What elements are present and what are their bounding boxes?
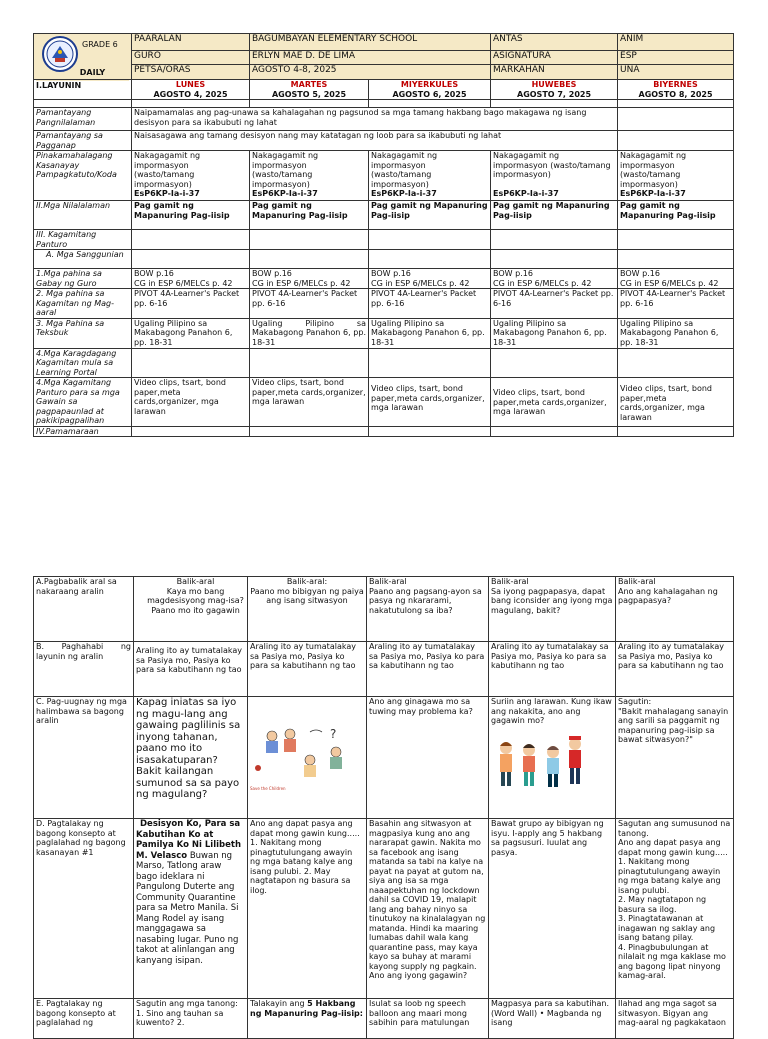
petsa-value: AGOSTO 4-8, 2025	[250, 65, 491, 80]
asignatura-label: ASIGNATURA	[491, 51, 618, 65]
balik-aral-cell: Balik-aral Sa iyong pagpapasya, dapat bang iconsider ang iyong mga magulang, bakit?	[489, 577, 616, 642]
pamamaraan-label: IV.Pamamaraan	[34, 426, 132, 437]
paaralan-label: PAARALAN	[132, 34, 250, 51]
pamantayang-pangnilalaman-label: Pamantayang Pangnilalaman	[34, 108, 132, 131]
pivot-cell: PIVOT 4A-Learner's Packet pp. 6-16	[491, 289, 618, 319]
children-group-illustration	[491, 734, 591, 796]
video-clips-cell: Video clips, tsart, bond paper,meta cards,organizer, mga larawan	[369, 378, 491, 427]
layunin-heading: I.LAYUNIN	[34, 80, 132, 100]
teksbuk-cell: Ugaling Pilipino sa Makabagong Panahon 6, pp. 18-31	[491, 318, 618, 348]
kasanayan-label: Pinakamahalagang Kasanayay Pampagkatuto/Koda	[34, 151, 132, 201]
deped-seal-icon	[42, 36, 78, 72]
sanggunian-label: A. Mga Sanggunian	[34, 250, 132, 269]
paghahabi-cell: Araling ito ay tumatalakay sa Pasiya mo, Pasiya ko para sa kabutihann ng tao	[489, 642, 616, 697]
svg-text:?: ?	[330, 726, 337, 741]
pagtalakay-2-text: Sagutin ang mga tanong: 1. Sino ang tauhan sa kuwento? 2.	[134, 999, 248, 1039]
teksbuk-cell: Ugaling Pilipino sa Makabagong Panahon 6, pp. 18-31	[250, 318, 369, 348]
pagtalakay-1-story: Desisyon Ko, Para sa Kabutihan Ko at Pamilya Ko Ni Lilibeth M. Velasco Buwan ng Marso, Tatlong araw bago ideklara ni Pangulong Duterte ang Community Quarantine para sa Metro Manila. Si Mang Rodel ay isang manggagawa sa nasabing lugar. Puno ng takot at alinlangan ang kanyang isipan.	[134, 819, 248, 999]
pagtalakay-1-text: Ano ang dapat pasya ang dapat mong gawin kung..... 1. Nakitang mong pinagtutulungang awayin ng mga batang kalye ang isang pulubi. 2. May nagtatapon ng basura sa ilog.	[248, 819, 367, 999]
pag-uugnay-text: Kapag iniatas sa iyo ng magu-lang ang gawaing paglilinis sa inyong tahanan, paano mo ito isasakatuparan? Bakit kailangan sumunod sa sa payo ng magulang?	[134, 697, 248, 819]
nilalaman-value: Pag gamit ng Mapanuring Pag-iisip	[618, 201, 734, 230]
school-logo-cell	[34, 34, 132, 80]
pamantayang-pagganap-value: Naisasagawa ang tamang desisyon nang may katatagan ng loob para sa ikabubuti ng lahat	[132, 131, 618, 151]
gabay-guro-label: 1.Mga pahina sa Gabay ng Guro	[34, 269, 132, 289]
balik-aral-cell: Balik-aral Paano ang pagsang-ayon sa pasya ng nkararami, nakatutulong sa iba?	[367, 577, 489, 642]
teksbuk-cell: Ugaling Pilipino sa Makabagong Panahon 6, pp. 18-31	[369, 318, 491, 348]
markahan-value: UNA	[618, 65, 734, 80]
guro-label: GURO	[132, 51, 250, 65]
pivot-cell: PIVOT 4A-Learner's Packet pp. 6-16	[132, 289, 250, 319]
kasanayan-cell: Nakagagamit ng impormasyon (wasto/tamang impormasyon) EsP6KP-Ia-i-37	[250, 151, 369, 201]
nilalaman-value: Pag gamit ng Mapanuring Pag-iisip	[250, 201, 369, 230]
gabay-guro-cell: BOW p.16 CG in ESP 6/MELCs p. 42	[369, 269, 491, 289]
balik-aral-cell: Balik-aral: Paano mo bibigyan ng paiya ang isang sitwasyon	[248, 577, 367, 642]
nilalaman-value: Pag gamit ng Mapanuring Pag-iisip	[491, 201, 618, 230]
asignatura-value: ESP	[618, 51, 734, 65]
teksbuk-label: 3. Mga Pahina sa Teksbuk	[34, 318, 132, 348]
guro-value: ERLYN MAE D. DE LIMA	[250, 51, 491, 65]
illustration-caption: Save the Children	[250, 786, 286, 791]
gabay-guro-cell: BOW p.16 CG in ESP 6/MELCs p. 42	[250, 269, 369, 289]
day-header-5: BIYERNES AGOSTO 8, 2025	[618, 80, 734, 100]
pagtalakay-2-text: Magpasya para sa kabutihan. (Word Wall) • Magbanda ng isang	[489, 999, 616, 1039]
kasanayan-cell: Nakagagamit ng impormasyon (wasto/tamang impormasyon) EsP6KP-Ia-i-37	[491, 151, 618, 201]
iba-pang-kagamitan-label: 4.Mga Kagamitang Panturo para sa mga Gawain sa pagpapaunlad at pakikipagpalihan	[34, 378, 132, 427]
pagtalakay-2-text: Isulat sa loob ng speech balloon ang maari mong sabihin para matulungan	[367, 999, 489, 1039]
paghahabi-cell: Araling ito ay tumatalakay sa Pasiya mo, Pasiya ko para sa kabutihann ng tao	[616, 642, 734, 697]
children-cleaning-illustration	[250, 722, 360, 782]
pag-uugnay-text: Sagutin: "Bakit mahalagang sanayin ang sarili sa paggamit ng mapanuring pag-iisip sa bawat sitwasyon?"	[616, 697, 734, 819]
pivot-cell: PIVOT 4A-Learner's Packet pp. 6-16	[618, 289, 734, 319]
illustration-cell	[248, 697, 367, 819]
pagbabalik-aral-label: A.Pagbabalik aral sa nakaraang aralin	[34, 577, 134, 642]
gabay-guro-cell: BOW p.16 CG in ESP 6/MELCs p. 42	[132, 269, 250, 289]
gabay-guro-cell: BOW p.16 CG in ESP 6/MELCs p. 42	[491, 269, 618, 289]
antas-value: ANIM	[618, 34, 734, 51]
paghahabi-cell: Araling ito ay tumatalakay sa Pasiya mo, Pasiya ko para sa kabutihann ng tao	[367, 642, 489, 697]
pagtalakay-2-text: Ilahad ang mga sagot sa sitwasyon. Bigyan ang mag-aaral ng pagkakataon	[616, 999, 734, 1039]
pagtalakay-1-label: D. Pagtalakay ng bagong konsepto at paglalahad ng bagong kasanayan #1	[34, 819, 134, 999]
day-header-3: MIYERKULES AGOSTO 6, 2025	[369, 80, 491, 100]
pamantayang-pagganap-label: Pamantayang sa Pagganap	[34, 131, 132, 151]
nilalaman-value: Pag gamit ng Mapanuring Pag-iisip	[369, 201, 491, 230]
lesson-log-upper-table	[33, 33, 734, 437]
pag-uugnay-text: Ano ang ginagawa mo sa tuwing may problema ka?	[367, 697, 489, 819]
video-clips-cell: Video clips, tsart, bond paper,meta cards,organizer, mga larawan	[250, 378, 369, 427]
kagamitan-mag-aaral-label: 2. Mga pahina sa Kagamitan ng Mag-aaral	[34, 289, 132, 319]
markahan-label: MARKAHAN	[491, 65, 618, 80]
paghahabi-label: B. Paghahabi ng layunin ng aralin	[34, 642, 134, 697]
day-header-1: LUNES AGOSTO 4, 2025	[132, 80, 250, 100]
nilalaman-value: Pag gamit ng Mapanuring Pag-iisip	[132, 201, 250, 230]
grade-label: GRADE 6	[82, 40, 118, 49]
pagtalakay-2-label: E. Pagtalakay ng bagong konsepto at paglalahad ng	[34, 999, 134, 1039]
pagtalakay-2-text: Talakayin ang 5 Hakbang ng Mapanuring Pag-iisip:	[248, 999, 367, 1039]
video-clips-cell: Video clips, tsart, bond paper,meta cards,organizer, mga larawan	[491, 378, 618, 427]
pivot-cell: PIVOT 4A-Learner's Packet pp. 6-16	[250, 289, 369, 319]
petsa-label: PETSA/ORAS	[132, 65, 250, 80]
karagdagang-kagamitan-label: 4.Mga Karagdagang Kagamitan mula sa Learning Portal	[34, 348, 132, 378]
lesson-log-procedure-table	[33, 576, 734, 1039]
pag-uugnay-label: C. Pag-uugnay ng mga halimbawa sa bagong aralin	[34, 697, 134, 819]
kasanayan-cell: Nakagagamit ng impormasyon (wasto/tamang impormasyon) EsP6KP-Ia-i-37	[369, 151, 491, 201]
balik-aral-cell: Balik-aral Kaya mo bang magdesisyong mag-isa? Paano mo ito gagawin	[134, 577, 248, 642]
video-clips-cell: Video clips, tsart, bond paper,meta cards,organizer, mga larawan	[132, 378, 250, 427]
teksbuk-cell: Ugaling Pilipino sa Makabagong Panahon 6, pp. 18-31	[618, 318, 734, 348]
video-clips-cell: Video clips, tsart, bond paper,meta cards,organizer, mga larawan	[618, 378, 734, 427]
paaralan-value: BAGUMBAYAN ELEMENTARY SCHOOL	[250, 34, 491, 51]
kasanayan-cell: Nakagagamit ng impormasyon (wasto/tamang impormasyon) EsP6KP-Ia-i-37	[618, 151, 734, 201]
pagtalakay-1-text: Basahin ang sitwasyon at magpasiya kung ano ang nararapat gawin. Nakita mo sa facebook ang isang matanda sa tabi na kalye na payat na payat at gutom na, siya ang isa sa mga naaapektuhan ng lockdown dahil sa COVID 19, malapit lang ang bahay ninyo sa tinutukoy na kinalalagyan ng matanda. Hindi ka maaring lumabas dahil wala kang quarantine pass, may kaya kayo sa buhay at marami kayong supply ng pagkain. Ano ang iyong gagawin?	[367, 819, 489, 999]
pivot-cell: PIVOT 4A-Learner's Packet pp. 6-16	[369, 289, 491, 319]
gabay-guro-cell: BOW p.16 CG in ESP 6/MELCs p. 42	[618, 269, 734, 289]
kasanayan-cell: Nakagagamit ng impormasyon (wasto/tamang impormasyon) EsP6KP-Ia-i-37	[132, 151, 250, 201]
teksbuk-cell: Ugaling Pilipino sa Makabagong Panahon 6, pp. 18-31	[132, 318, 250, 348]
pag-uugnay-text: Suriin ang larawan. Kung ikaw ang nakakita, ano ang gagawin mo?	[489, 697, 616, 819]
balik-aral-cell: Balik-aral Ano ang kahalagahan ng pagpapasya?	[616, 577, 734, 642]
pagtalakay-1-text: Bawat grupo ay bibigyan ng isyu. I-apply ang 5 hakbang sa pagsusuri. Iuulat ang pasya.	[489, 819, 616, 999]
day-header-2: MARTES AGOSTO 5, 2025	[250, 80, 369, 100]
day-header-4: HUWEBES AGOSTO 7, 2025	[491, 80, 618, 100]
antas-label: ANTAS	[491, 34, 618, 51]
paghahabi-cell: Araling ito ay tumatalakay sa Pasiya mo, Pasiya ko para sa kabutihann ng tao	[248, 642, 367, 697]
kagamitang-panturo-label: III. Kagamitang Panturo	[34, 230, 132, 250]
pagtalakay-1-text: Sagutan ang sumusunod na tanong. Ano ang dapat pasya ang dapat mong gawin kung..... 1. Nakitang mong pinagtutulungang awayin ng mga batang kalye ang isang pulubi. 2. May nagtatapon ng basura sa ilog. 3. Pinagtatawanan at inagawan ng saklay ang isang batang pilay. 4. Pinagbubulungan at nilalait ng mga kaklase mo ang bagong lipat ninyong kamag-aral.	[616, 819, 734, 999]
daily-label: DAILY	[79, 68, 106, 77]
paghahabi-cell: Araling ito ay tumatalakay sa Pasiya mo, Pasiya ko para sa kabutihann ng tao	[134, 642, 248, 697]
pamantayang-pangnilalaman-value: Naipamamalas ang pag-unawa sa kahalagahan ng pagsunod sa mga tamang hakbang bago makagawa ng isang desisyon para sa ikabubuti ng lahat	[132, 108, 618, 131]
nilalaman-label: II.Mga Nilalalaman	[34, 201, 132, 230]
